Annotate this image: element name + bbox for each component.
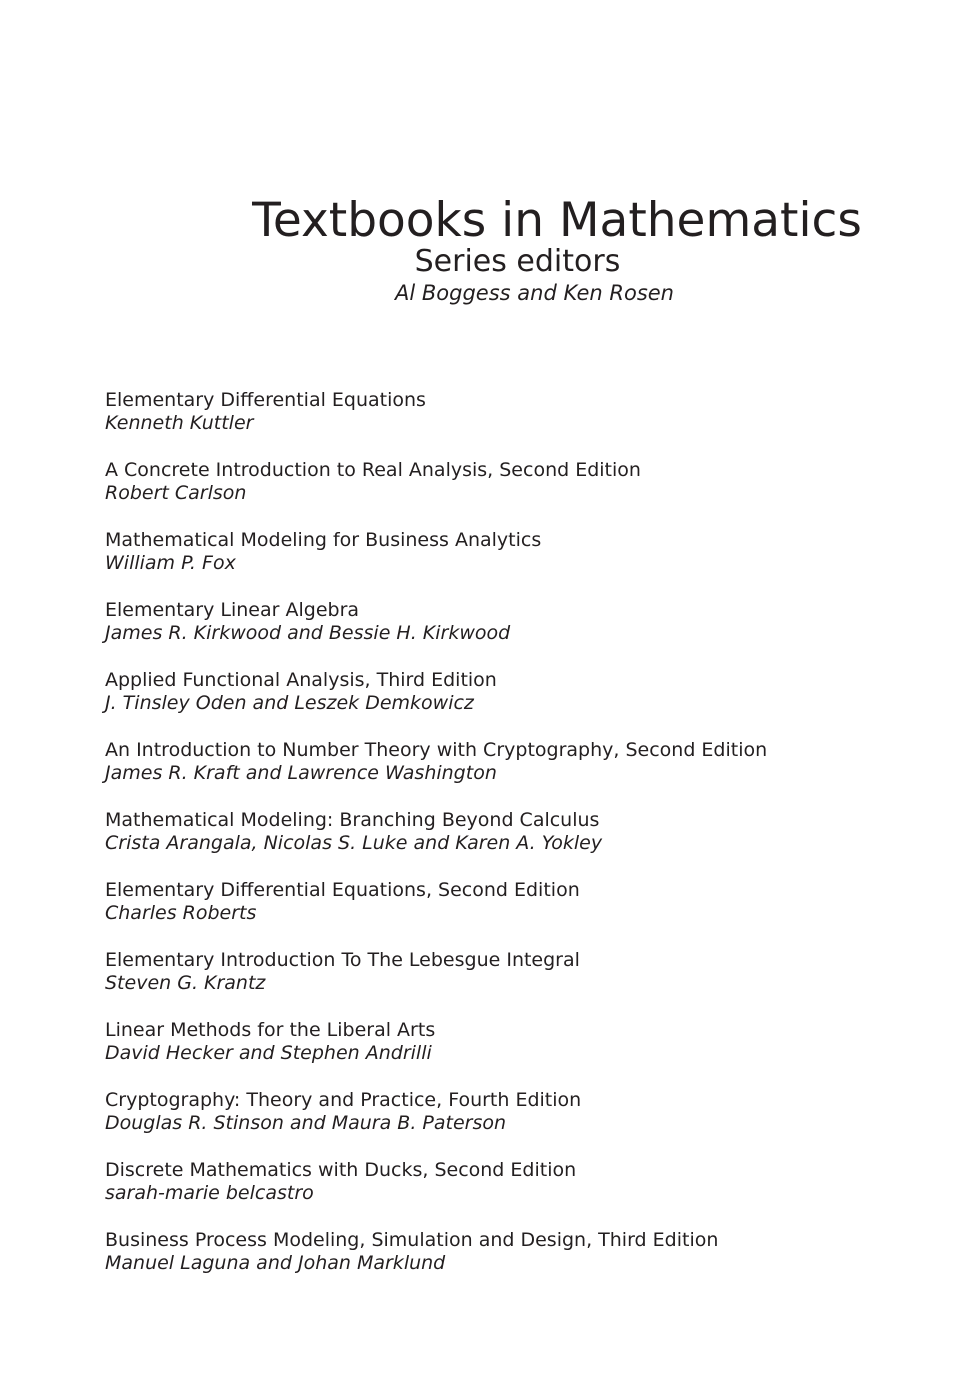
book-title: Cryptography: Theory and Practice, Fourth Edition xyxy=(105,1089,582,1111)
book-entry xyxy=(105,1159,955,1229)
book-title: Mathematical Modeling for Business Analytics xyxy=(105,529,542,551)
book-entry xyxy=(105,1089,955,1159)
book-entry xyxy=(105,389,955,459)
book-authors: Manuel Laguna and Johan Marklund xyxy=(105,1252,446,1274)
book-entry xyxy=(105,1019,955,1089)
book-entry xyxy=(105,949,955,1019)
book-title: Elementary Differential Equations xyxy=(105,389,426,411)
book-entry xyxy=(105,669,955,739)
series-editors-label: Series editors xyxy=(414,244,621,279)
book-authors: James R. Kraft and Lawrence Washington xyxy=(105,762,497,784)
book-entry xyxy=(105,1229,955,1299)
book-authors: William P. Fox xyxy=(105,552,236,574)
series-title: Textbooks in Mathematics xyxy=(252,193,862,248)
book-entry xyxy=(105,809,955,879)
book-entry xyxy=(105,739,955,809)
book-authors: James R. Kirkwood and Bessie H. Kirkwood xyxy=(105,622,511,644)
book-title: An Introduction to Number Theory with Cryptography, Second Edition xyxy=(105,739,768,761)
book-title: Elementary Differential Equations, Second Edition xyxy=(105,879,580,901)
book-authors: David Hecker and Stephen Andrilli xyxy=(105,1042,432,1064)
book-title: Linear Methods for the Liberal Arts xyxy=(105,1019,436,1041)
book-authors: J. Tinsley Oden and Leszek Demkowicz xyxy=(105,692,474,714)
book-entry xyxy=(105,529,955,599)
book-title: Elementary Introduction To The Lebesgue Integral xyxy=(105,949,580,971)
book-title: Applied Functional Analysis, Third Edition xyxy=(105,669,497,691)
book-authors: sarah-marie belcastro xyxy=(105,1182,314,1204)
book-title: A Concrete Introduction to Real Analysis, Second Edition xyxy=(105,459,641,481)
book-list xyxy=(105,389,955,1299)
book-entry xyxy=(105,459,955,529)
book-entry xyxy=(105,599,955,669)
book-authors: Kenneth Kuttler xyxy=(105,412,254,434)
book-title: Discrete Mathematics with Ducks, Second Edition xyxy=(105,1159,577,1181)
book-authors: Robert Carlson xyxy=(105,482,247,504)
series-editors-names: Al Boggess and Ken Rosen xyxy=(395,281,674,305)
book-title: Elementary Linear Algebra xyxy=(105,599,360,621)
book-authors: Douglas R. Stinson and Maura B. Paterson xyxy=(105,1112,507,1134)
book-authors: Crista Arangala, Nicolas S. Luke and Karen A. Yokley xyxy=(105,832,603,854)
book-title: Mathematical Modeling: Branching Beyond Calculus xyxy=(105,809,600,831)
book-authors: Charles Roberts xyxy=(105,902,257,924)
book-authors: Steven G. Krantz xyxy=(105,972,266,994)
book-title: Business Process Modeling, Simulation and Design, Third Edition xyxy=(105,1229,719,1251)
book-entry xyxy=(105,879,955,949)
